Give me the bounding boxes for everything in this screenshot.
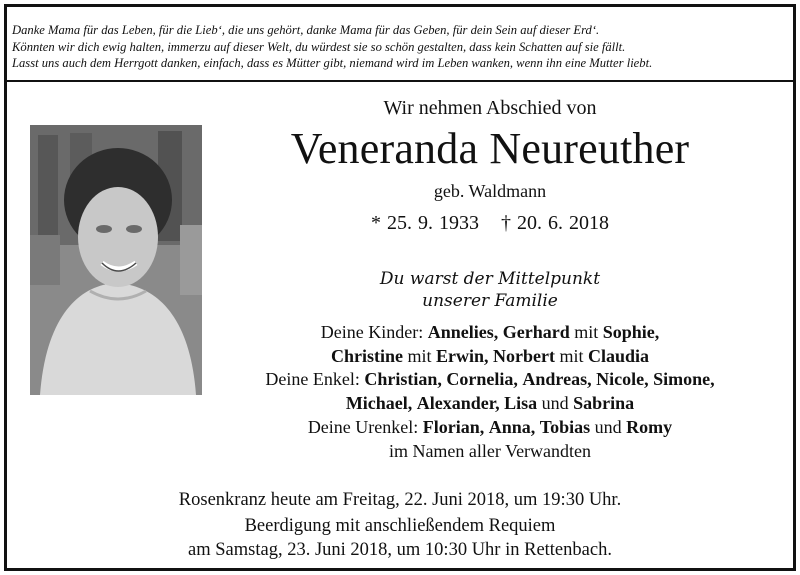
portrait-photo — [30, 125, 202, 395]
maiden-name: geb. Waldmann — [433, 181, 547, 201]
poem-line: Danke Mama für das Leben, für die Lieb‘, die uns gehört, danke Mama für das Geben, für dein Sein auf dieser Erd‘. — [12, 23, 600, 37]
poem — [12, 22, 788, 72]
divider — [6, 80, 794, 82]
poem-line: Lasst uns auch dem Herrgott danken, einfach, dass es Mütter gibt, niemand wird im Leben wanken, wenn ihn eine Mutter liebt. — [12, 56, 653, 70]
farewell-intro: Wir nehmen Abschied von — [383, 97, 597, 119]
children-line: Christine mit Erwin, Norbert mit Claudia — [330, 345, 650, 366]
rosary-info: Rosenkranz heute am Freitag, 22. Juni 2018, um 19:30 Uhr. — [178, 490, 622, 510]
grandchildren-line: Deine Enkel: Christian, Cornelia, Andreas, Nicole, Simone, — [265, 369, 715, 390]
motto-line: Du warst der Mittelpunkt — [379, 269, 601, 289]
life-dates — [230, 211, 750, 235]
poem-line: Könnten wir dich ewig halten, immerzu auf dieser Welt, du würdest sie so schön gestalten, dass kein Schatten auf sie fällt. — [12, 39, 626, 54]
family-list — [230, 321, 750, 463]
death-date: † 20. 6. 2018 — [501, 212, 609, 234]
motto-line: unserer Familie — [422, 291, 558, 311]
deceased-name: Veneranda Neureuther — [290, 124, 690, 173]
grandchildren-line: Michael, Alexander, Lisa und Sabrina — [345, 393, 635, 414]
burial-date-info: am Samstag, 23. Juni 2018, um 10:30 Uhr in Rettenbach. — [188, 540, 612, 560]
birth-date: * 25. 9. 1933 — [371, 212, 479, 234]
great-grandchildren-line: Deine Urenkel: Florian, Anna, Tobias und Romy — [307, 416, 673, 437]
children-line: Deine Kinder: Annelies, Gerhard mit Sophie, — [320, 322, 660, 342]
relatives-line: im Namen aller Verwandten — [388, 440, 592, 461]
motto — [230, 268, 750, 312]
burial-info: Beerdigung mit anschließendem Requiem — [244, 516, 556, 536]
